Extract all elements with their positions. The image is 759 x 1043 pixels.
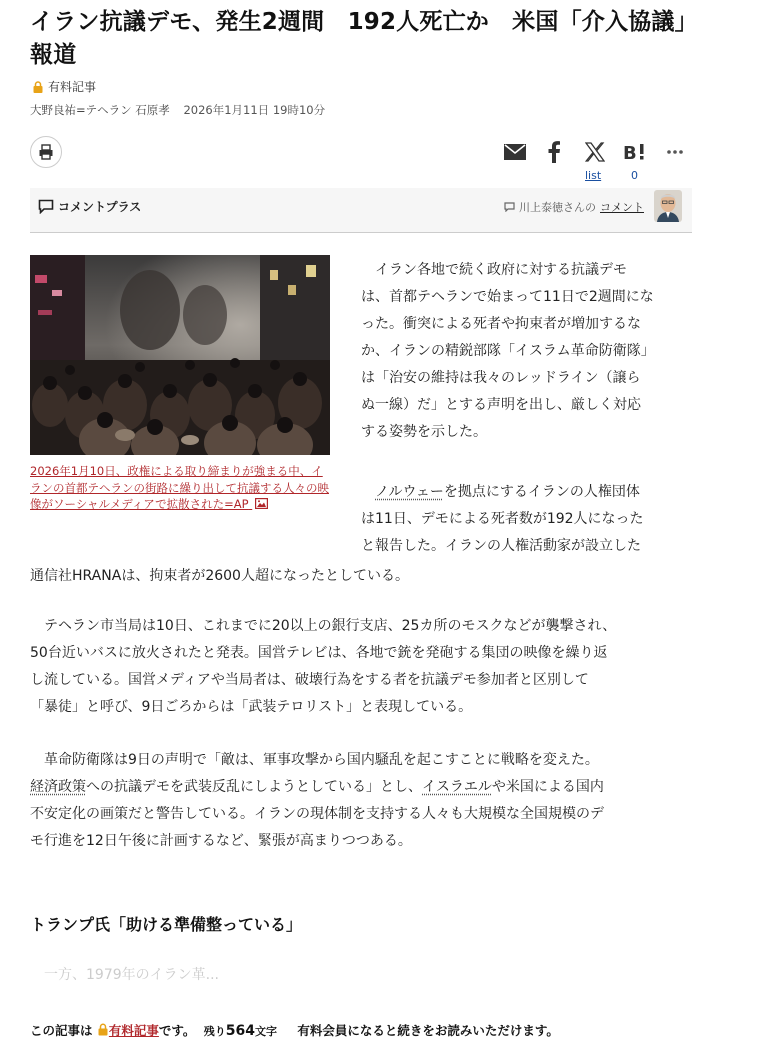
svg-text:B: B	[623, 143, 637, 162]
commenter-avatar[interactable]	[654, 190, 682, 222]
mail-icon	[504, 144, 526, 160]
paragraph-2-line	[361, 479, 692, 506]
commenter-link[interactable]	[504, 199, 644, 215]
x-icon	[585, 142, 605, 162]
paragraph-4-line: モ行進を12日午後に計画するなど、緊張が高まりつつある。	[30, 833, 412, 849]
paid-label: 有料記事	[48, 80, 97, 94]
lock-icon	[32, 81, 44, 93]
keyword-link-economic-policy[interactable]: 経済政策	[30, 779, 86, 795]
paragraph-4-line: 不安定化の画策だと警告している。イランの現体制を支持する人々も大規模な全国規模のデ	[30, 806, 604, 822]
comment-plus-label: コメントプラス	[58, 200, 142, 214]
hatena-bookmark-icon	[623, 142, 647, 162]
remaining-prefix: 残り	[203, 1025, 226, 1038]
facebook-icon	[547, 141, 561, 163]
publish-date: 2026年1月11日 19時10分	[183, 103, 326, 117]
paragraph-1-line: イラン各地で続く政府に対する抗議デモ	[361, 262, 627, 278]
remaining-suffix: 文字	[255, 1025, 277, 1038]
paragraph-2	[361, 479, 692, 560]
comment-link[interactable]: コメント	[600, 201, 644, 214]
faded-preview-text: 一方、1979年のイラン革...	[30, 967, 219, 983]
hatena-count[interactable]: 0	[631, 169, 638, 182]
section-subheading: トランプ氏「助ける準備整っている」	[30, 915, 303, 934]
paid-badge	[32, 78, 96, 95]
hatena-bookmark-button[interactable]	[622, 141, 648, 163]
more-icon	[666, 149, 684, 155]
x-list-link[interactable]: list	[585, 169, 602, 182]
facebook-share-button[interactable]	[542, 141, 566, 163]
indent	[361, 484, 375, 500]
paragraph-3	[30, 613, 692, 721]
paragraph-1-line: は「治安の維持は我々のレッドライン（譲ら	[361, 370, 641, 386]
paywall-prefix: この記事は	[30, 1023, 93, 1038]
paragraph-3-line: し流している。国営メディアや当局者は、破壊行為をする者を抗議デモ参加者と区別して	[30, 672, 589, 688]
paragraph-2-text: を拠点にするイランの人権団体	[443, 484, 640, 500]
comment-small-icon	[504, 202, 515, 212]
paragraph-2-line: は11日、デモによる死者数が192人になった	[361, 511, 644, 527]
news-photo[interactable]	[30, 255, 330, 455]
keyword-link-norway[interactable]: ノルウェー	[375, 484, 444, 500]
more-options-button[interactable]	[663, 141, 687, 163]
author: 大野良祐=テヘラン 石原孝	[30, 103, 170, 117]
keyword-link-israel[interactable]: イスラエル	[422, 779, 492, 795]
image-expand-icon[interactable]	[255, 498, 268, 509]
paragraph-3-line: 「暴徒」と呼び、9日ごろからは「武装テロリスト」と表現している。	[30, 699, 473, 715]
paragraph-2-last-line: 通信社HRANAは、拘束者が2600人超になったとしている。	[30, 568, 409, 584]
paragraph-4-line	[30, 774, 692, 801]
paragraph-4	[30, 747, 692, 855]
paragraph-1-line: する姿勢を示した。	[361, 424, 487, 440]
remaining-count: 564	[225, 1023, 255, 1039]
paragraph-1-line: か、イランの精鋭部隊「イスラム革命防衛隊」	[361, 343, 655, 359]
paywall-suffix: です。	[158, 1023, 196, 1038]
paid-article-link[interactable]: 有料記事	[108, 1023, 159, 1038]
print-icon	[38, 144, 54, 160]
mail-share-button[interactable]	[503, 141, 527, 163]
byline	[30, 102, 325, 118]
comment-plus-bar	[30, 188, 692, 233]
paragraph-4-text: への抗議デモを武装反乱にしようとしている」とし、	[86, 779, 422, 795]
paragraph-1	[361, 257, 692, 446]
comment-bubble-icon	[38, 199, 54, 214]
photo-caption-text: 2026年1月10日、政権による取り締まりが強まる中、イランの首都テヘランの街路に繰り出して抗議する人々の映像がソーシャルメディアで拡散された=AP	[30, 464, 329, 511]
remaining-chars	[204, 1023, 277, 1038]
subscribe-cta: 有料会員になると続きをお読みいただけます。	[297, 1023, 559, 1038]
photo-caption[interactable]	[30, 463, 330, 513]
paragraph-1-line: ぬ一線）だ」とする声明を出し、厳しく対応	[361, 397, 641, 413]
x-share-button[interactable]	[583, 141, 607, 163]
article-title: イラン抗議デモ、発生2週間 192人死亡か 米国「介入協議」報道	[30, 9, 687, 68]
paragraph-1-line: は、首都テヘランで始まって11日で2週間にな	[361, 289, 654, 305]
paragraph-2-line: と報告した。イランの人権活動家が設立した	[361, 538, 641, 554]
commenter-name: 川上泰徳さんの	[519, 201, 596, 214]
lock-icon	[97, 1023, 109, 1036]
print-button[interactable]	[30, 136, 62, 168]
comment-plus-logo[interactable]	[38, 198, 141, 215]
paragraph-3-line: 50台近いバスに放火されたと発表。国営テレビは、各地で銃を発砲する集団の映像を繰り返	[30, 645, 608, 661]
paragraph-4-text: や米国による国内	[491, 779, 604, 795]
paragraph-4-line: 革命防衛隊は9日の声明で「敵は、軍事攻撃から国内騒乱を起こすことに戦略を変えた。	[30, 752, 599, 768]
paragraph-1-line: った。衝突による死者や拘束者が増加するな	[361, 316, 641, 332]
paywall-notice	[30, 1021, 559, 1039]
paragraph-3-line: テヘラン市当局は10日、これまでに20以上の銀行支店、25カ所のモスクなどが襲撃され、	[30, 618, 617, 634]
